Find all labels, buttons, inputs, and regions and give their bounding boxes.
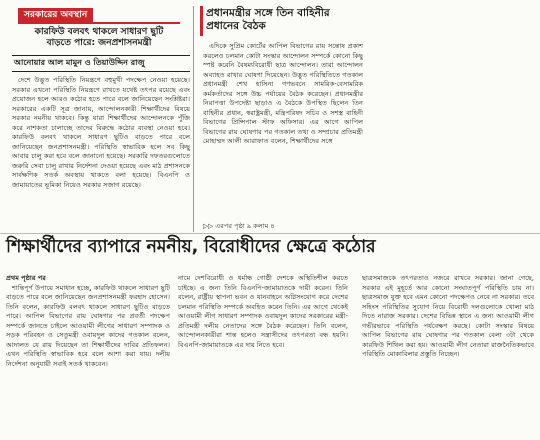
subhead bbox=[14, 27, 184, 49]
top-left-body-text: দেশে উদ্ভূত পরিস্থিতি নিয়ন্ত্রণে বহুমুখী পদক্ষেপ নেওয়া হয়েছে। সরকার এখনো পরিস্থিতি নিয়ন্ত্রণে রাখতে যথেষ্ট তৎপর রয়েছে এবং প্রয়োজন হলে আরও কঠোর হতে পারে বলে জানিয়েছেন সংশ্লিষ্টরা। সরকারের একটি সূত্র জানায়, আন্দোলনকারী শিক্ষার্থীদের বিষয়ে সরকার নমনীয় থাকবে। কিন্তু যারা শিক্ষার্থীদের আন্দোলনকে পুঁজি করে নাশকতা চালাচ্ছে তাদের বিরুদ্ধে কঠোর ব্যবস্থা নেওয়া হবে। কারফিউ বলবৎ থাকলে সাধারণ ছুটিও বাড়তে পারে বলে জানিয়েছেন জনপ্রশাসনমন্ত্রী। পরিস্থিতি স্বাভাবিক হলে সব কিছু আবার চালু করা হবে বলে জানানো হয়েছে। সরকারি দফতরগুলোতে জরুরি সেবা চালু রাখার নির্দেশনা দেওয়া হয়েছে এবং মাঠ প্রশাসনকে সার্বক্ষণিক সতর্ক অবস্থায় থাকতে বলা হয়েছে। বিএনপি ও জামায়াতের ভূমিকা নিয়েও সরকার সজাগ রয়েছে। bbox=[12, 76, 190, 190]
top-right-body bbox=[203, 42, 363, 220]
main-headline: শিক্ষার্থীদের ব্যাপারে নমনীয়, বিরোধীদের ক্ষেত্রে কঠোর bbox=[6, 237, 376, 257]
bottom-col-2 bbox=[178, 274, 348, 440]
title-accent-bar bbox=[200, 6, 203, 36]
column-divider bbox=[193, 6, 194, 232]
headline-rule bbox=[0, 233, 540, 234]
kicker-rule bbox=[18, 22, 180, 24]
subhead-line-1: কারফিউ বলবৎ থাকলে সাধারণ ছুটি bbox=[34, 27, 164, 37]
bottom-col-3 bbox=[362, 274, 534, 440]
bottom-col-1 bbox=[6, 274, 170, 440]
pm-meeting-title bbox=[206, 7, 406, 33]
pm-title-line-2: প্রধানের বৈঠক bbox=[206, 20, 266, 32]
continued-note: ▷▷ এরপর পৃষ্ঠা ৯ কলাম ৪ bbox=[203, 222, 275, 230]
bottom-col-3-text: ছাত্রসমাজকে তৎপরতাও নজরে রাখবে সরকার। জানা গেছে, সরকার এই মুহূর্তে আর কোনো সংঘাতপূর্ণ পরিস্থিতি চায় না। ছাত্রসমাজ যুক্ত হবে এমন কোনো পদক্ষেপও নেবে না সরকার। তবে সহিংস পরিস্থিতির সুযোগ নিয়ে বিরোধী দলগুলোকে খোলা মাঠ দিতে নারাজ সরকার। দেশের বিভিন্ন স্থানে এ জন্য আওয়ামী লীগ গভীরভাবে পরিস্থিতি পর্যবেক্ষণ করছে। কোটা সংস্কার বিষয়ে আপিল বিভাগের রায় ঘোষণার পর গতকাল বেলা ৩টা থেকে কারফিউ শিথিল করা হয়। আওয়ামী লীগ নেতারা রাজনৈতিকভাবে পরিস্থিতি মোকাবিলার প্রস্তুতি নিচ্ছেন। bbox=[362, 274, 534, 359]
section-kicker: সরকারের অবস্থান bbox=[18, 8, 93, 23]
subhead-line-2: বাড়তে পারে: জনপ্রশাসনমন্ত্রী bbox=[46, 38, 152, 48]
bottom-col-1-text: শান্তিপূর্ণ উপায়ে সমাধান হচ্ছে, কারফিউ থাকলে সাধারণ ছুটি বাড়তে পারে বলে জানিয়েছেন জনপ্রশাসনমন্ত্রী ফরহাদ হোসেন। তিনি বলেন, কারফিউ বলবৎ থাকলে সাধারণ ছুটিও বাড়তে পারে। আপিল বিভাগের রায় ঘোষণার পর প্রবর্তী পদক্ষেপ সম্পর্কে জানতে চাইলে আওয়ামী লীগের সাধারণ সম্পাদক ও সড়ক পরিবহন ও সেতুমন্ত্রী ওবায়দুল কাদের গতকাল বলেন, আদালত যে রায় দিয়েছেন তা শিক্ষার্থীদের দাবির প্রতিফলন। এখন পরিস্থিতি স্বাভাবিক হবে বলে আশা করা যায়। দলীয় নির্দেশনা অনুযায়ী সবাই সতর্ক থাকবেন। bbox=[6, 283, 170, 368]
bottom-col-2-text: নামে দেশবিরোধী ও ধর্মান্ধ গোষ্ঠী দেশকে অস্থিতিশীল করতে চাইছে। এ জন্য তিনি বিএনপি-জামায়াতকে দায়ী করেন। তিনি বলেন, রাষ্ট্রীয় স্থাপনা ভবন ও যানবাহনে অগ্নিসংযোগ করে দেশের চলমান পরিস্থিতি সম্পর্কে অবহিত করেন তিনি। এর আগে থেকেই আওয়ামী লীগ সাধারণ সম্পাদক ওবায়দুল কাদের সরকারের মন্ত্রী-প্রতিমন্ত্রী দলীয় নেতাদের সঙ্গে বৈঠক করেছেন। তিনি বলেন, আন্দোলনকারীরা শান্ত হলেও সন্ত্রাসীদের তৎপরতা বন্ধ হয়নি। বিএনপি-জামায়াতকে এর দায় নিতে হবে। bbox=[178, 274, 348, 349]
top-right-body-text: এদিকে সুপ্রিম কোর্টের আপিল বিভাগের রায় সন্তোষ প্রকাশ করলেও চলমান কোটা সংস্কার আন্দোলন সম্পর্কে কোনো কিছু স্পষ্ট করেনি বৈষম্যবিরোধী ছাত্র আন্দোলন। তারা আন্দোলন অব্যাহত রাখার ঘোষণা দিয়েছেন। উদ্ভূত পরিস্থিতিতে গতকাল প্রধানমন্ত্রী শেখ হাসিনা গণভবনে সামরিক-বেসামরিক কর্মকর্তাদের সঙ্গে উচ্চ পর্যায়ের বৈঠক করেছেন। প্রধানমন্ত্রীর নিরাপত্তা উপদেষ্টা ছাড়াও এ বৈঠকে উপস্থিত ছিলেন তিন বাহিনীর প্রধান, স্বরাষ্ট্রমন্ত্রী, মন্ত্রিপরিষদ সচিব ও সশস্ত্র বাহিনী বিভাগের প্রিন্সিপাল স্টাফ অফিসার। এর আগে আপিল বিভাগের রায় ঘোষণার পর গতকাল তথ্য ও সম্প্রচার প্রতিমন্ত্রী মোহাম্মদ আলী আরাফাত বলেন, শিক্ষার্থীদের সঙ্গে bbox=[203, 42, 363, 146]
top-left-body bbox=[12, 76, 190, 238]
byline: আনোয়ার আল মামুন ও তিয়াউদ্দিন রাজু bbox=[14, 58, 145, 67]
continuation-label: প্রথম পৃষ্ঠার পর bbox=[6, 274, 46, 282]
pm-title-line-1: প্রধানমন্ত্রীর সঙ্গে তিন বাহিনীর bbox=[206, 7, 330, 19]
byline-rule-top bbox=[12, 55, 190, 56]
byline-rule-bottom bbox=[12, 71, 190, 72]
